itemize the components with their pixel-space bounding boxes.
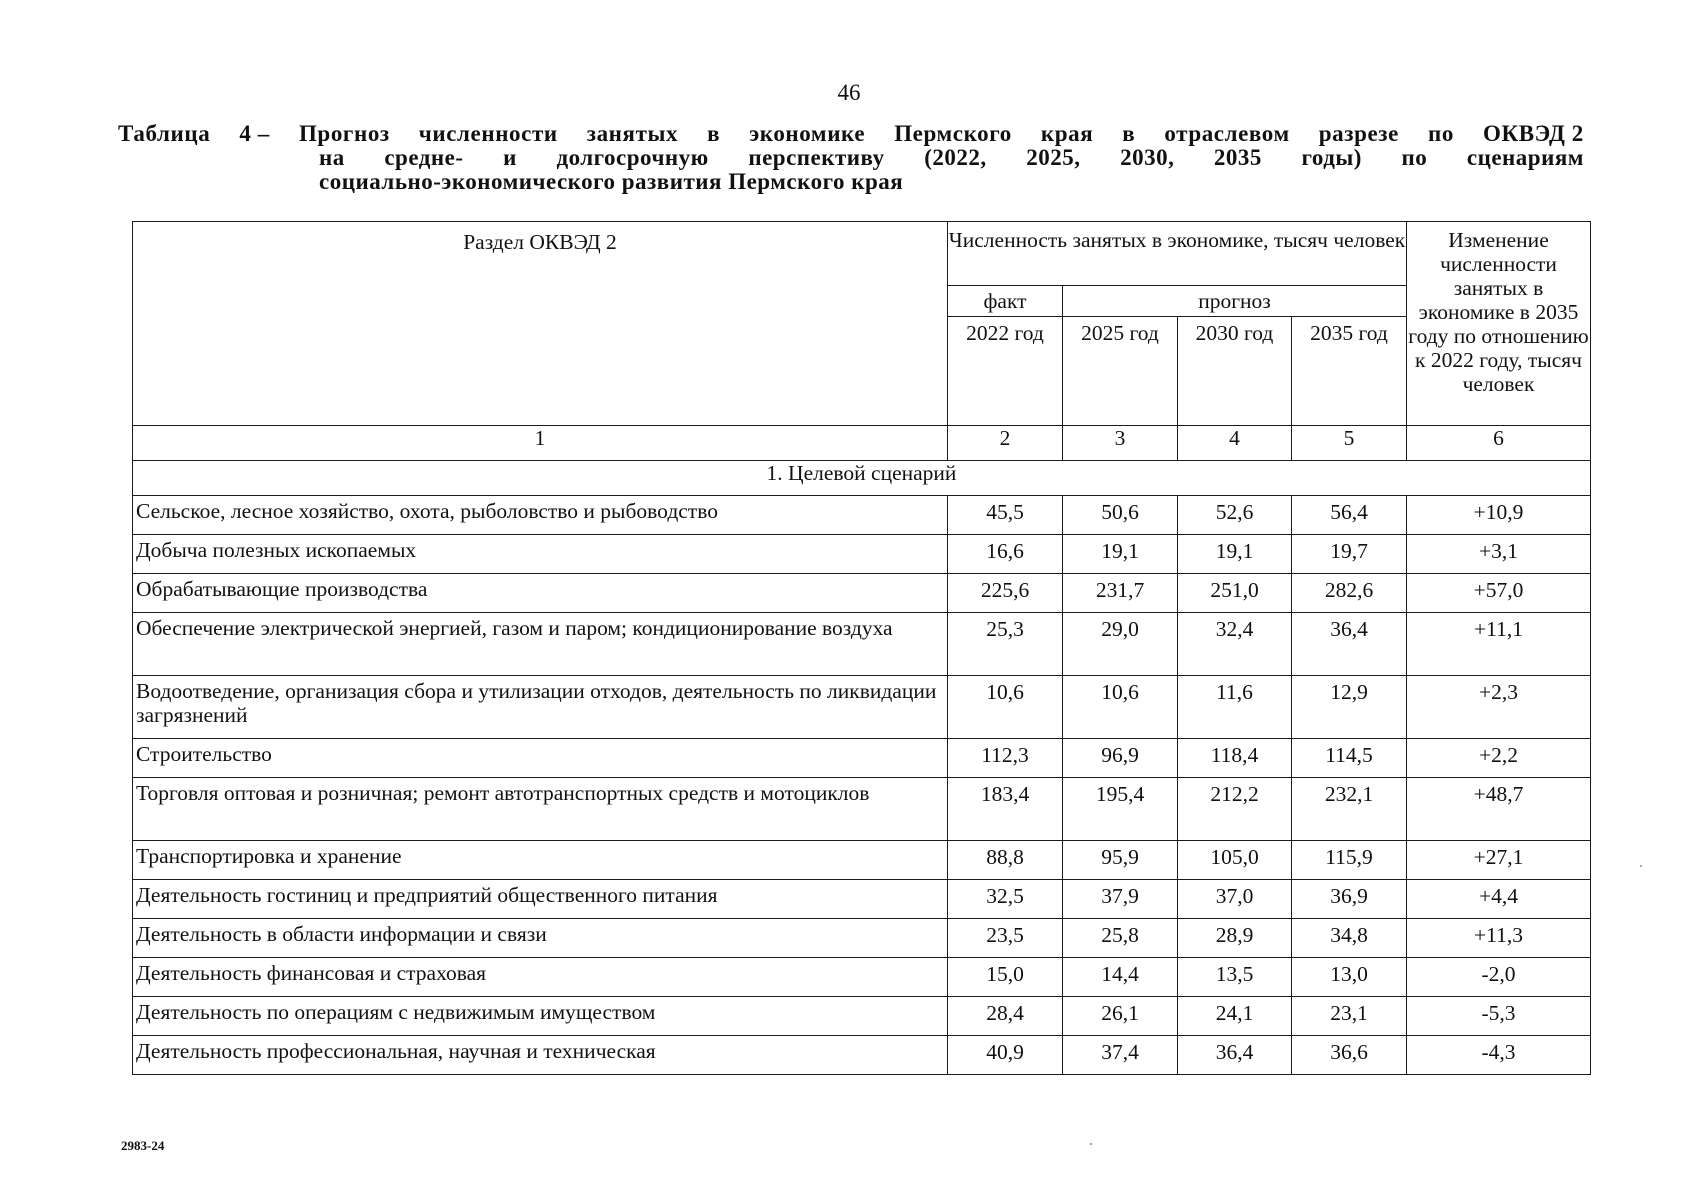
caption-word: в <box>707 121 721 146</box>
scan-speck <box>1640 865 1642 867</box>
header-year-2030: 2030 год <box>1178 317 1292 426</box>
row-name: Деятельность профессиональная, научная и техническая <box>133 1036 948 1075</box>
row-name: Деятельность по операциям с недвижимым имуществом <box>133 997 948 1036</box>
value-2022: 45,5 <box>948 496 1063 535</box>
header-okved-section: Раздел ОКВЭД 2 <box>133 222 948 426</box>
value-change: +11,1 <box>1407 613 1591 676</box>
caption-word: Прогноз <box>298 121 390 146</box>
column-number: 1 <box>133 426 948 461</box>
caption-word: 2030, <box>1120 145 1175 170</box>
caption-word: разрезе <box>1318 121 1399 146</box>
caption-word: 2025, <box>1026 145 1081 170</box>
value-change: +11,3 <box>1407 919 1591 958</box>
table-row <box>133 676 1591 739</box>
value-2025: 14,4 <box>1063 958 1178 997</box>
caption-word: сценариям <box>1466 145 1584 170</box>
table-row <box>133 496 1591 535</box>
value-2025: 19,1 <box>1063 535 1178 574</box>
value-change: +3,1 <box>1407 535 1591 574</box>
caption-word: численности <box>418 121 558 146</box>
value-2035: 36,4 <box>1292 613 1407 676</box>
caption-word: перспективу <box>748 145 885 170</box>
caption-word: и <box>503 145 517 170</box>
row-name: Деятельность финансовая и страховая <box>133 958 948 997</box>
value-2022: 15,0 <box>948 958 1063 997</box>
value-2025: 26,1 <box>1063 997 1178 1036</box>
table-row <box>133 919 1591 958</box>
value-change: +2,2 <box>1407 739 1591 778</box>
row-name: Строительство <box>133 739 948 778</box>
table-row <box>133 535 1591 574</box>
value-2025: 195,4 <box>1063 778 1178 841</box>
value-2035: 232,1 <box>1292 778 1407 841</box>
caption-line-1 <box>118 122 1584 146</box>
value-2035: 36,6 <box>1292 1036 1407 1075</box>
value-2025: 37,4 <box>1063 1036 1178 1075</box>
value-2022: 112,3 <box>948 739 1063 778</box>
column-number-row <box>133 426 1591 461</box>
scenario-row <box>133 461 1591 496</box>
table-row <box>133 841 1591 880</box>
value-2035: 282,6 <box>1292 574 1407 613</box>
value-2022: 10,6 <box>948 676 1063 739</box>
value-2030: 32,4 <box>1178 613 1292 676</box>
header-year-2035: 2035 год <box>1292 317 1407 426</box>
value-2035: 12,9 <box>1292 676 1407 739</box>
header-fact: факт <box>948 286 1063 317</box>
value-2022: 16,6 <box>948 535 1063 574</box>
caption-line-3: социально-экономического развития Пермского края <box>319 169 904 194</box>
value-2022: 23,5 <box>948 919 1063 958</box>
column-number: 5 <box>1292 426 1407 461</box>
table-row <box>133 778 1591 841</box>
caption-word: края <box>1040 121 1094 146</box>
scenario-title: 1. Целевой сценарий <box>133 461 1591 496</box>
header-change: Изменение численности занятых в экономике в 2035 году по отношению к 2022 году, тысяч человек <box>1407 222 1591 426</box>
table-row <box>133 739 1591 778</box>
value-2030: 37,0 <box>1178 880 1292 919</box>
value-2030: 28,9 <box>1178 919 1292 958</box>
caption-word: 2035 <box>1213 145 1262 170</box>
caption-word: занятых <box>586 121 679 146</box>
document-code: 2983-24 <box>121 1138 165 1153</box>
value-change: +48,7 <box>1407 778 1591 841</box>
value-2022: 88,8 <box>948 841 1063 880</box>
value-2035: 13,0 <box>1292 958 1407 997</box>
value-2025: 231,7 <box>1063 574 1178 613</box>
value-2030: 212,2 <box>1178 778 1292 841</box>
table-row <box>133 880 1591 919</box>
value-2025: 95,9 <box>1063 841 1178 880</box>
value-2035: 19,7 <box>1292 535 1407 574</box>
value-2025: 25,8 <box>1063 919 1178 958</box>
value-2030: 118,4 <box>1178 739 1292 778</box>
table-caption <box>118 122 1584 194</box>
value-change: -2,0 <box>1407 958 1591 997</box>
value-2025: 96,9 <box>1063 739 1178 778</box>
caption-word: на <box>319 145 345 170</box>
value-change: +4,4 <box>1407 880 1591 919</box>
value-2035: 114,5 <box>1292 739 1407 778</box>
caption-word: Таблица <box>118 121 211 146</box>
row-name: Деятельность гостиниц и предприятий общественного питания <box>133 880 948 919</box>
table-row <box>133 613 1591 676</box>
value-2025: 50,6 <box>1063 496 1178 535</box>
row-name: Водоотведение, организация сбора и утилизации отходов, деятельность по ликвидации загрязнений <box>133 676 948 739</box>
header-year-2022: 2022 год <box>948 317 1063 426</box>
row-name: Сельское, лесное хозяйство, охота, рыболовство и рыбоводство <box>133 496 948 535</box>
page-number: 46 <box>837 80 861 105</box>
value-change: -5,3 <box>1407 997 1591 1036</box>
caption-word: в <box>1122 121 1136 146</box>
column-number: 3 <box>1063 426 1178 461</box>
caption-word: Пермского <box>894 121 1012 146</box>
row-name: Деятельность в области информации и связи <box>133 919 948 958</box>
value-2030: 13,5 <box>1178 958 1292 997</box>
row-name: Добыча полезных ископаемых <box>133 535 948 574</box>
value-2022: 225,6 <box>948 574 1063 613</box>
caption-word: годы) <box>1301 145 1362 170</box>
table-row <box>133 997 1591 1036</box>
value-2035: 56,4 <box>1292 496 1407 535</box>
header-year-2025: 2025 год <box>1063 317 1178 426</box>
caption-word: долгосрочную <box>556 145 709 170</box>
caption-word: ОКВЭД 2 <box>1482 121 1584 146</box>
column-number: 2 <box>948 426 1063 461</box>
value-2030: 19,1 <box>1178 535 1292 574</box>
value-2035: 36,9 <box>1292 880 1407 919</box>
scan-speck <box>1090 1143 1092 1145</box>
value-2030: 36,4 <box>1178 1036 1292 1075</box>
caption-word: средне- <box>384 145 464 170</box>
row-name: Обеспечение электрической энергией, газом и паром; кондиционирование воздуха <box>133 613 948 676</box>
table-row <box>133 574 1591 613</box>
value-2022: 183,4 <box>948 778 1063 841</box>
value-2035: 23,1 <box>1292 997 1407 1036</box>
value-2025: 10,6 <box>1063 676 1178 739</box>
value-2025: 29,0 <box>1063 613 1178 676</box>
value-change: +27,1 <box>1407 841 1591 880</box>
value-2030: 52,6 <box>1178 496 1292 535</box>
employment-forecast-table <box>132 221 1591 1075</box>
column-number: 6 <box>1407 426 1591 461</box>
value-change: +57,0 <box>1407 574 1591 613</box>
value-2030: 24,1 <box>1178 997 1292 1036</box>
value-2030: 251,0 <box>1178 574 1292 613</box>
value-2022: 25,3 <box>948 613 1063 676</box>
row-name: Обрабатывающие производства <box>133 574 948 613</box>
value-change: +10,9 <box>1407 496 1591 535</box>
row-name: Торговля оптовая и розничная; ремонт автотранспортных средств и мотоциклов <box>133 778 948 841</box>
header-forecast: прогноз <box>1063 286 1407 317</box>
caption-continuation <box>319 146 1584 194</box>
value-change: -4,3 <box>1407 1036 1591 1075</box>
caption-word: по <box>1427 121 1454 146</box>
value-2030: 11,6 <box>1178 676 1292 739</box>
value-2022: 28,4 <box>948 997 1063 1036</box>
value-2025: 37,9 <box>1063 880 1178 919</box>
value-change: +2,3 <box>1407 676 1591 739</box>
value-2035: 115,9 <box>1292 841 1407 880</box>
value-2030: 105,0 <box>1178 841 1292 880</box>
table-row <box>133 1036 1591 1075</box>
header-employment-group: Численность занятых в экономике, тысяч человек <box>948 222 1407 286</box>
caption-word: экономике <box>749 121 866 146</box>
value-2035: 34,8 <box>1292 919 1407 958</box>
caption-word: (2022, <box>924 145 987 170</box>
value-2022: 32,5 <box>948 880 1063 919</box>
caption-word: 4 – <box>239 121 270 146</box>
caption-word: отраслевом <box>1164 121 1290 146</box>
value-2022: 40,9 <box>948 1036 1063 1075</box>
caption-word: по <box>1401 145 1428 170</box>
caption-line-2 <box>319 146 1584 170</box>
row-name: Транспортировка и хранение <box>133 841 948 880</box>
table-row <box>133 958 1591 997</box>
column-number: 4 <box>1178 426 1292 461</box>
